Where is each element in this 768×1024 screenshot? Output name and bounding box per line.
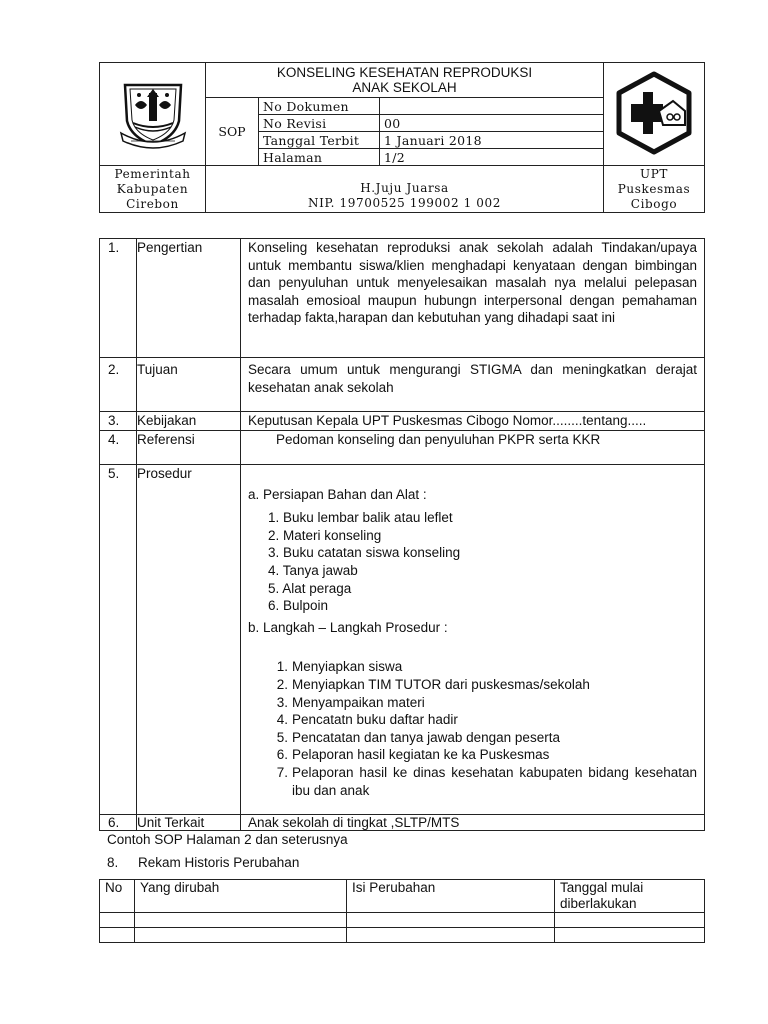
column-header: Isi Perubahan [347, 880, 555, 913]
section-row [100, 239, 705, 358]
section-number: 6. [100, 814, 137, 830]
meta-row [259, 149, 603, 166]
step-number: 4. [276, 712, 288, 728]
table-row [100, 928, 705, 943]
section-number: 3. [100, 412, 137, 431]
section-number: 2. [100, 358, 137, 412]
signer [206, 166, 604, 213]
org-line: UPT [640, 166, 668, 181]
section-text: Konseling kesehatan reproduksi anak sekolah adalah Tindakan/upaya untuk membantu siswa/klien menghadapi kenyataan dengan bimbingan dan penyuluhan untuk menyelesaikan masalah nya melalui pelepasan masalah emosioal maupun hubungn interpersonal dengan pemahaman terhadap fakta,harapan dan kebutuhan yang dihadapi saat ini [241, 239, 705, 358]
step-text: Pencatatn buku daftar hadir [292, 712, 458, 728]
org-line: Cirebon [126, 196, 179, 211]
section-label: Kebijakan [137, 412, 241, 431]
meta-value: 1 Januari 2018 [380, 132, 604, 149]
column-header: Yang dirubah [135, 880, 347, 913]
meta-label: No Revisi [259, 115, 380, 132]
left-org [100, 166, 206, 213]
section-row [100, 430, 705, 464]
column-header: Tanggal mulai diberlakukan [555, 880, 705, 913]
section-label: Prosedur [137, 464, 241, 814]
history-header-row [100, 880, 705, 913]
table-cell [347, 913, 555, 928]
step-text: Pelaporan hasil ke dinas kesehatan kabupaten bidang kesehatan ibu dan anak [292, 764, 697, 798]
section-label: Referensi [137, 430, 241, 464]
signer-nip: NIP. 19700525 199002 1 002 [308, 196, 501, 210]
step-text: Menyiapkan siswa [292, 659, 403, 675]
sop-body-table [99, 238, 705, 831]
step-text: Menyiapkan TIM TUTOR dari puskesmas/sekolah [292, 676, 590, 692]
section-text: Anak sekolah di tingkat ,SLTP/MTS [241, 814, 705, 830]
section-label: Pengertian [137, 239, 241, 358]
step-text: Menyampaikan materi [292, 694, 425, 710]
document-title [206, 63, 604, 98]
sop-label: SOP [206, 98, 259, 166]
puskesmas-logo [615, 71, 693, 155]
table-cell [135, 928, 347, 943]
org-line: Pemerintah [114, 166, 191, 181]
meta-cell [259, 98, 604, 166]
section-number: 4. [100, 430, 137, 464]
list-item [270, 676, 697, 694]
meta-row [259, 115, 603, 132]
history-table [99, 879, 705, 943]
step-number: 3. [276, 694, 288, 710]
meta-value: 1/2 [380, 149, 604, 166]
step-number: 2. [276, 676, 288, 692]
steps-heading: b. Langkah – Langkah Prosedur : [248, 619, 448, 635]
rekam-heading [107, 855, 299, 870]
step-text: Pencatatan dan tanya jawab dengan peserta [292, 729, 560, 745]
table-cell [135, 913, 347, 928]
signer-name: H.Juju Juarsa [360, 181, 449, 195]
meta-label: Halaman [259, 149, 380, 166]
section-number: 5. [100, 464, 137, 814]
document-meta-table [259, 98, 603, 165]
section-number: 1. [100, 239, 137, 358]
column-header: No [100, 880, 135, 913]
table-cell [100, 928, 135, 943]
list-item [270, 729, 697, 747]
list-item [270, 658, 697, 676]
meta-value: 00 [380, 115, 604, 132]
list-item: 5. Alat peraga [268, 580, 352, 596]
section-text: Secara umum untuk mengurangi STIGMA dan meningkatkan derajat kesehatan anak sekolah [241, 358, 705, 412]
prosedur-content [241, 464, 705, 814]
step-text: Pelaporan hasil kegiatan ke ka Puskesmas [292, 747, 550, 763]
meta-row [259, 98, 603, 115]
section-row [100, 814, 705, 830]
section-label: Unit Terkait [137, 814, 241, 830]
prep-heading: a. Persiapan Bahan dan Alat : [248, 486, 427, 502]
section-label: Rekam Historis Perubahan [138, 855, 300, 870]
steps-list [270, 658, 697, 799]
step-number: 6. [276, 747, 288, 763]
table-cell [555, 913, 705, 928]
list-item: 1. Buku lembar balik atau leflet [268, 510, 453, 526]
step-number: 1. [276, 659, 288, 675]
section-row [100, 464, 705, 814]
table-cell [555, 928, 705, 943]
table-cell [100, 913, 135, 928]
section-number: 8. [107, 855, 119, 870]
section-row [100, 358, 705, 412]
list-item: 6. Bulpoin [268, 598, 329, 614]
cirebon-emblem-logo [117, 75, 189, 151]
meta-label: No Dokumen [259, 98, 380, 115]
list-item [270, 746, 697, 764]
table-row [100, 913, 705, 928]
org-line: Puskesmas [617, 181, 691, 196]
org-line: Kabupaten [116, 181, 189, 196]
meta-value [380, 98, 604, 115]
section-text: Keputusan Kepala UPT Puskesmas Cibogo Nomor........tentang..... [241, 412, 705, 431]
list-item: 2. Materi konseling [268, 527, 382, 543]
list-item: 4. Tanya jawab [268, 562, 358, 578]
logo-cell [100, 63, 206, 166]
meta-label: Tanggal Terbit [259, 132, 380, 149]
section-label: Tujuan [137, 358, 241, 412]
title-line-1: KONSELING KESEHATAN REPRODUKSI [276, 65, 533, 80]
sop-header [99, 62, 705, 213]
list-item [270, 694, 697, 712]
meta-row [259, 132, 603, 149]
step-number: 7. [276, 764, 288, 780]
prep-list [268, 509, 697, 615]
puskesmas-logo-cell [604, 63, 705, 166]
title-line-2: ANAK SEKOLAH [352, 80, 457, 95]
step-number: 5. [276, 729, 288, 745]
list-item [270, 711, 697, 729]
table-cell [347, 928, 555, 943]
right-org [604, 166, 705, 213]
list-item [270, 764, 697, 799]
note-text: Contoh SOP Halaman 2 dan seterusnya [107, 832, 348, 847]
section-text: Pedoman konseling dan penyuluhan PKPR serta KKR [241, 430, 705, 464]
section-row [100, 412, 705, 431]
list-item: 3. Buku catatan siswa konseling [268, 545, 461, 561]
org-line: Cibogo [630, 196, 678, 211]
